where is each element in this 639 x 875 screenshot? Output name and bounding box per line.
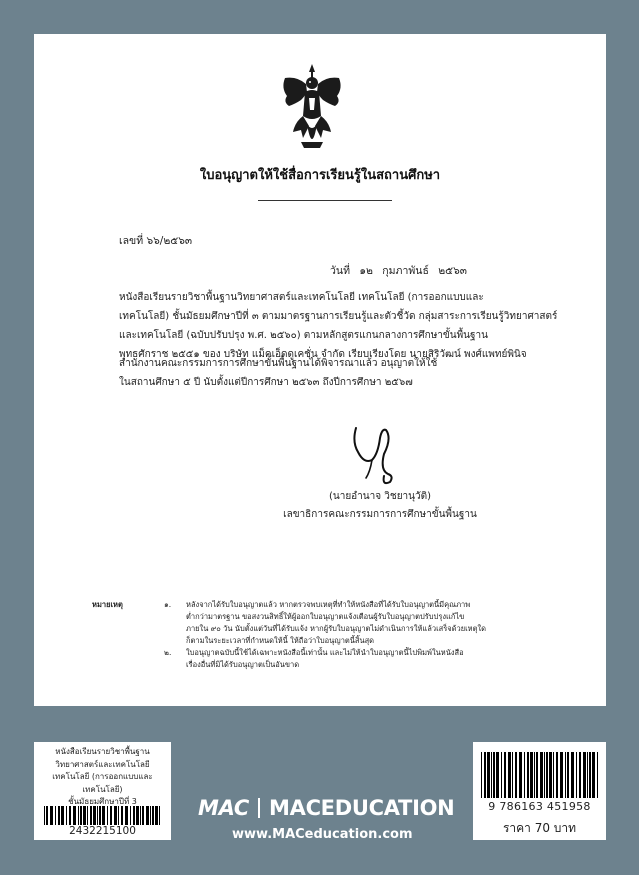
note-line: ก็ตามในระยะเวลาที่กำหนดให้นี้ ให้ถือว่าใบอนุญาตนี้สิ้นสุด bbox=[186, 636, 375, 645]
note-item bbox=[164, 647, 486, 671]
isbn-barcode-icon bbox=[481, 752, 598, 798]
signer-name: (นายอำนาจ วิชยานุวัติ) bbox=[328, 491, 432, 502]
logo-separator bbox=[258, 798, 260, 818]
publisher-logo-mark: MAC bbox=[198, 796, 250, 820]
paragraph-line: ในสถานศึกษา ๕ ปี นับตั้งแต่ปีการศึกษา ๒๕๖๓ ถึงปีการศึกษา ๒๕๖๗ bbox=[119, 377, 413, 388]
paragraph-line: สำนักงานคณะกรรมการการศึกษาขั้นพื้นฐานได้พิจารณาแล้ว อนุญาตให้ใช้ bbox=[119, 358, 438, 369]
note-number: ๑. bbox=[164, 600, 172, 609]
notes-list bbox=[164, 599, 486, 671]
book-info-line: หนังสือเรียนรายวิชาพื้นฐาน bbox=[55, 747, 150, 756]
note-number: ๒. bbox=[164, 648, 172, 657]
product-barcode-number: 2432215100 bbox=[69, 825, 136, 837]
price-label: ราคา 70 บาท bbox=[502, 821, 577, 835]
book-info-box bbox=[34, 742, 171, 840]
document-date: วันที่ ๑๒ กุมภาพันธ์ ๒๕๖๓ bbox=[330, 265, 467, 277]
signature-icon bbox=[342, 420, 402, 486]
note-line: เรื่องอื่นที่มิได้รับอนุญาตเป็นอันขาด bbox=[186, 660, 300, 669]
document-number: เลขที่ ๖๖/๒๕๖๓ bbox=[119, 235, 193, 247]
signer-block bbox=[34, 488, 606, 524]
license-paragraph-2 bbox=[119, 354, 437, 392]
book-info-line: ชั้นมัธยมศึกษาปีที่ 3 bbox=[68, 797, 137, 806]
note-line: ภายใน ๙๐ วัน นับตั้งแต่วันที่ได้รับแจ้ง หากผู้รับใบอนุญาตไม่ดำเนินการให้แล้วเสร็จด้วยเหตุใด bbox=[186, 624, 487, 633]
garuda-emblem-icon bbox=[279, 62, 345, 156]
note-line: ต่ำกว่ามาตรฐาน ขอสงวนสิทธิ์ให้ผู้ออกใบอนุญาตแจ้งเตือนผู้รับใบอนุญาตปรับปรุงแก้ไข bbox=[186, 612, 465, 621]
signer-title: เลขาธิการคณะกรรมการการศึกษาขั้นพื้นฐาน bbox=[283, 509, 477, 520]
publisher-website: www.MACeducation.com bbox=[232, 827, 413, 842]
paragraph-line: เทคโนโลยี) ชั้นมัธยมศึกษาปีที่ ๓ ตามมาตรฐานการเรียนรู้และตัวชี้วัด กลุ่มสาระการเรียนรู้วิทยาศาสตร์ bbox=[119, 311, 558, 322]
note-line: ใบอนุญาตฉบับนี้ใช้ได้เฉพาะหนังสือนี้เท่านั้น และไม่ให้นำใบอนุญาตนี้ไปพิมพ์ในหนังสือ bbox=[186, 648, 464, 657]
license-paragraph-1 bbox=[119, 288, 557, 364]
isbn-number: 9 786163 451958 bbox=[488, 800, 591, 813]
book-info-text bbox=[34, 742, 171, 809]
publisher-brand-name: MACEDUCATION bbox=[269, 796, 455, 820]
notes-label: หมายเหตุ bbox=[92, 600, 123, 609]
title-divider bbox=[258, 200, 392, 201]
product-barcode-icon bbox=[44, 806, 161, 825]
license-document bbox=[34, 34, 606, 706]
isbn-price-box bbox=[473, 742, 606, 840]
document-title: ใบอนุญาตให้ใช้สื่อการเรียนรู้ในสถานศึกษา bbox=[199, 168, 441, 183]
publisher-logo bbox=[198, 796, 454, 820]
note-item bbox=[164, 599, 486, 647]
note-line: หลังจากได้รับใบอนุญาตแล้ว หากตรวจพบเหตุที่ทำให้หนังสือที่ได้รับใบอนุญาตนี้มีคุณภาพ bbox=[186, 600, 471, 609]
paragraph-line: และเทคโนโลยี (ฉบับปรับปรุง พ.ศ. ๒๕๖๐) ตามหลักสูตรแกนกลางการศึกษาขั้นพื้นฐาน bbox=[119, 330, 488, 341]
book-info-line: วิทยาศาสตร์และเทคโนโลยี bbox=[55, 759, 150, 769]
paragraph-line: หนังสือเรียนรายวิชาพื้นฐานวิทยาศาสตร์และเทคโนโลยี เทคโนโลยี (การออกแบบและ bbox=[119, 292, 484, 303]
book-info-line: เทคโนโลยี (การออกแบบและเทคโนโลยี) bbox=[52, 772, 153, 794]
paragraph-line: พุทธศักราช ๒๕๕๑ ของ บริษัท แม็คเอ็ดดูเคชั่น จำกัด เรียบเรียงโดย นายสิริวัฒน์ พงศ์แพทย์พินิจ bbox=[119, 349, 527, 360]
